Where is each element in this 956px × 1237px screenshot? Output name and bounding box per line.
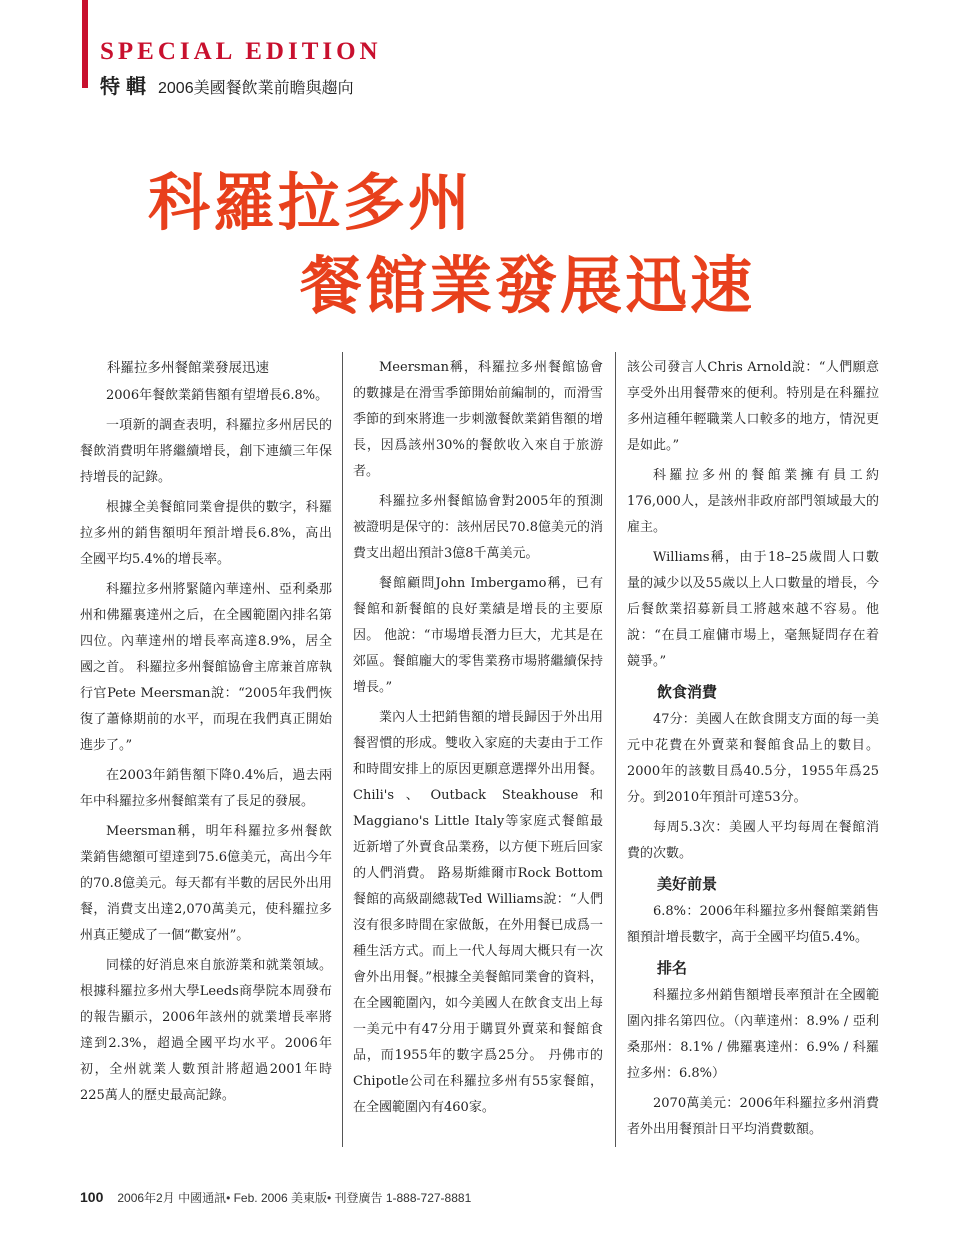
- article-paragraph: 科羅拉多州的餐館業擁有員工約176,000人，是該州非政府部門領域最大的雇主。: [627, 468, 879, 535]
- column-divider: [342, 352, 343, 1147]
- article-paragraph: Meersman稱，科羅拉多州餐館協會的數據是在滑雪季節開始前編制的，而滑雪季節的到來將進一步刺激餐飲業銷售額的增長，因爲該州30%的餐飲收入來自于旅游者。: [353, 360, 603, 479]
- red-accent-bar: [82, 0, 88, 88]
- article-title-line1: 科羅拉多州: [148, 166, 474, 239]
- article-paragraph: 2070萬美元：2006年科羅拉多州消費者外出用餐預計日平均消費數額。: [627, 1096, 879, 1137]
- article-column-3: [627, 355, 879, 1147]
- article-paragraph: 6.8%：2006年科羅拉多州餐館業銷售額預計增長數字，高于全國平均值5.4%。: [627, 904, 879, 945]
- article-paragraph: 業內人士把銷售額的增長歸因于外出用餐習慣的形成。雙收入家庭的夫妻由于工作和時間安排上的原因更願意選擇外出用餐。Chili's、Outback Steakhouse和Maggiano's Little Italy等家庭式餐館最近新增了外賣食品業務，以方便下班后回家的人們消費。 路易斯維爾市Rock Bottom餐館的高級副總裁Ted Williams說：“人們沒有很多時間在家做飯，在外用餐已成爲一種生活方式。而上一代人每周大概只有一次會外出用餐。”根據全美餐館同業會的資料，在全國範圍內，如今美國人在飲食支出上每一美元中有47分用于購買外賣菜和餐館食品，而1955年的數字爲25分。 丹佛市的Chipotle公司在科羅拉多州有55家餐館，在全國範圍內有460家。: [353, 710, 603, 1115]
- article-paragraph: Meersman稱，明年科羅拉多州餐飲業銷售總額可望達到75.6億美元，高出今年的70.8億美元。每天都有半數的居民外出用餐，消費支出達2,070萬美元，使科羅拉多州真正變成了一個“歡宴州”。: [80, 824, 332, 943]
- article-title-line2: 餐館業發展迅速: [300, 249, 756, 322]
- footer-info: 2006年2月 中國通訊• Feb. 2006 美東版• 刊登廣告 1-888-727-8881: [117, 1191, 472, 1205]
- section-tag: 特輯: [100, 74, 152, 98]
- article-paragraph: 一項新的調查表明，科羅拉多州居民的餐飲消費明年將繼續增長，創下連續三年保持增長的記錄。: [80, 418, 332, 485]
- article-paragraph: 根據全美餐館同業會提供的數字，科羅拉多州的銷售額明年預計增長6.8%，高出全國平均5.4%的增長率。: [80, 500, 332, 567]
- section-subtitle: 2006美國餐飲業前瞻與趨向: [158, 80, 354, 97]
- article-paragraph: 科羅拉多州餐館協會對2005年的預測被證明是保守的：該州居民70.8億美元的消費支出超出預計3億8千萬美元。: [353, 494, 603, 561]
- page-number: 100: [80, 1189, 104, 1205]
- article-paragraph: 在2003年銷售額下降0.4%后，過去兩年中科羅拉多州餐館業有了長足的發展。: [80, 768, 332, 809]
- article-paragraph: 科羅拉多州銷售額增長率預計在全國範圍內排名第四位。（內華達州：8.9% / 亞利桑那州：8.1% / 佛羅裏達州：6.9% / 科羅拉多州：6.8%）: [627, 988, 879, 1081]
- article-paragraph: 該公司發言人Chris Arnold說：“人們願意享受外出用餐帶來的便利。特別是在科羅拉多州這種年輕職業人口較多的地方，情況更是如此。”: [627, 360, 879, 453]
- article-column-1: [80, 355, 332, 1113]
- article-paragraph: 同樣的好消息來自旅游業和就業領域。根據科羅拉多州大學Leeds商學院本周發布的報告顯示，2006年該州的就業增長率將達到2.3%，超過全國平均水平。2006年初，全州就業人數預計將超過2001年時225萬人的歷史最高記錄。: [80, 958, 332, 1103]
- special-edition-label: SPECIAL EDITION: [100, 38, 382, 65]
- article-paragraph: 科羅拉多州將緊隨內華達州、亞利桑那州和佛羅裏達州之后，在全國範圍內排名第四位。內華達州的增長率高達8.9%，居全國之首。 科羅拉多州餐館協會主席兼首席執行官Pete Meersman說：“2005年我們恢復了蕭條期前的水平，而現在我們真正開始進步了。”: [80, 582, 332, 753]
- page-footer: [80, 1189, 471, 1206]
- section-heading: 美好前景: [657, 875, 718, 893]
- article-paragraph: 每周5.3次：美國人平均每周在餐館消費的次數。: [627, 820, 879, 861]
- section-subline: [100, 70, 354, 99]
- article-paragraph: 47分：美國人在飲食開支方面的每一美元中花費在外賣菜和餐館食品上的數目。2000年的該數目爲40.5分，1955年爲25分。到2010年預計可達53分。: [627, 712, 879, 805]
- column-divider: [615, 352, 616, 1147]
- article-column-2: [353, 355, 603, 1125]
- article-paragraph: Williams稱，由于18–25歲間人口數量的減少以及55歲以上人口數量的增長，今后餐飲業招募新員工將越來越不容易。他說：“在員工雇傭市場上，毫無疑問存在着競爭。”: [627, 550, 879, 669]
- article-paragraph: 餐館顧問John Imbergamo稱，已有餐館和新餐館的良好業績是增長的主要原因。 他說：“市場增長潛力巨大，尤其是在郊區。餐館龐大的零售業務市場將繼續保持增長。”: [353, 576, 603, 695]
- section-heading: 排名: [657, 959, 688, 977]
- article-subheading: 科羅拉多州餐館業發展迅速: [107, 360, 269, 376]
- section-heading: 飲食消費: [657, 683, 718, 701]
- article-paragraph: 2006年餐飲業銷售額有望增長6.8%。: [106, 388, 329, 403]
